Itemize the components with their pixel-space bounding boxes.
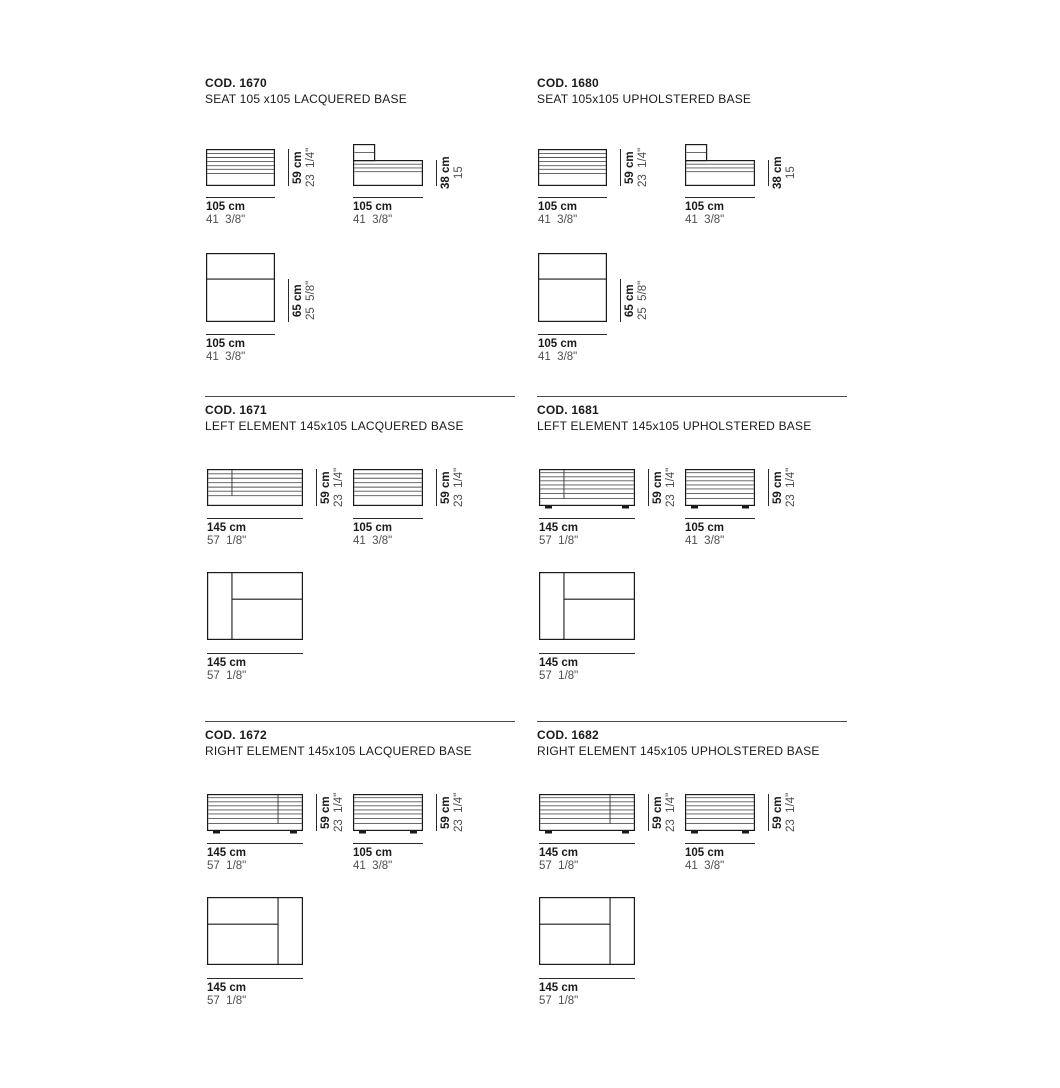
product-name: RIGHT ELEMENT 145x105 LACQUERED BASE: [205, 744, 472, 758]
width-dimension-cm: 145 cm: [207, 657, 247, 669]
technical-drawing: [206, 253, 277, 324]
width-dimension-inches: 41 3/8": [685, 535, 725, 547]
plan-view-drawing: [206, 253, 277, 329]
height-dimension-cm: 59 cm: [772, 471, 784, 504]
side-elevation-drawing: [353, 144, 425, 193]
technical-drawing: [207, 572, 305, 642]
foot-mark: [213, 831, 220, 834]
foot-mark: [622, 506, 629, 509]
height-dimension-line: [316, 794, 317, 831]
width-dimension-line: [206, 334, 275, 335]
plan-view-drawing: [207, 897, 305, 972]
side-elevation-drawing: [685, 469, 757, 516]
technical-drawing: [685, 144, 757, 188]
height-dimension-line: [768, 469, 769, 506]
height-dimension-line: [288, 279, 289, 322]
height-dimension-cm: 65 cm: [292, 284, 304, 317]
front-elevation-drawing: [538, 149, 609, 193]
front-elevation-drawing: [539, 469, 637, 516]
height-dimension-cm: 59 cm: [652, 471, 664, 504]
width-dimension-inches: 41 3/8": [206, 214, 246, 226]
width-dimension-line: [353, 197, 423, 198]
technical-drawing: [353, 469, 425, 508]
width-dimension-inches: 57 1/8": [207, 860, 247, 872]
height-dimension-inches: 15: [453, 166, 465, 180]
height-dimension-inches: 23 1/4": [305, 147, 317, 187]
side-elevation-drawing: [685, 144, 757, 193]
technical-drawing: [353, 794, 425, 836]
width-dimension-inches: 41 3/8": [538, 351, 578, 363]
height-dimension-inches: 23 1/4": [785, 467, 797, 507]
width-dimension-inches: 57 1/8": [539, 535, 579, 547]
technical-drawing: [207, 897, 305, 967]
foot-mark: [691, 506, 698, 509]
front-elevation-drawing: [206, 149, 277, 193]
width-dimension-cm: 145 cm: [539, 522, 579, 534]
plan-view-drawing: [538, 253, 609, 329]
height-dimension-inches: 23 1/4": [637, 147, 649, 187]
height-dimension-inches: 23 1/4": [333, 467, 345, 507]
front-elevation-drawing: [207, 794, 305, 841]
technical-drawing: [206, 149, 277, 188]
height-dimension-line: [620, 279, 621, 322]
width-dimension-cm: 105 cm: [538, 338, 578, 350]
width-dimension-cm: 145 cm: [539, 847, 579, 859]
width-dimension-cm: 105 cm: [685, 522, 725, 534]
height-dimension-inches: 15: [785, 166, 797, 180]
width-dimension-cm: 105 cm: [353, 847, 393, 859]
height-dimension-cm: 65 cm: [624, 284, 636, 317]
width-dimension-line: [685, 518, 755, 519]
width-dimension-line: [353, 518, 423, 519]
height-dimension-inches: 23 1/4": [665, 792, 677, 832]
width-dimension-cm: 105 cm: [206, 338, 246, 350]
height-dimension-line: [620, 149, 621, 186]
height-dimension-line: [288, 149, 289, 186]
width-dimension-cm: 105 cm: [685, 201, 725, 213]
width-dimension-cm: 105 cm: [685, 847, 725, 859]
height-dimension-line: [436, 794, 437, 831]
width-dimension-inches: 41 3/8": [353, 535, 393, 547]
width-dimension-inches: 41 3/8": [685, 214, 725, 226]
product-name: RIGHT ELEMENT 145x105 UPHOLSTERED BASE: [537, 744, 820, 758]
product-section: [205, 721, 515, 1051]
plan-view-drawing: [539, 897, 637, 972]
height-dimension-line: [648, 469, 649, 506]
width-dimension-line: [685, 197, 755, 198]
technical-drawing: [685, 794, 757, 836]
width-dimension-inches: 57 1/8": [539, 995, 579, 1007]
side-elevation-drawing: [353, 469, 425, 513]
height-dimension-cm: 59 cm: [292, 151, 304, 184]
width-dimension-line: [538, 197, 607, 198]
width-dimension-inches: 57 1/8": [539, 860, 579, 872]
foot-mark: [742, 831, 749, 834]
height-dimension-inches: 23 1/4": [333, 792, 345, 832]
foot-mark: [410, 831, 417, 834]
width-dimension-inches: 57 1/8": [539, 670, 579, 682]
width-dimension-inches: 41 3/8": [206, 351, 246, 363]
width-dimension-inches: 57 1/8": [207, 995, 247, 1007]
width-dimension-line: [539, 518, 635, 519]
product-section: [537, 721, 847, 1051]
height-dimension-cm: 38 cm: [772, 156, 784, 190]
width-dimension-line: [539, 843, 635, 844]
width-dimension-inches: 41 3/8": [685, 860, 725, 872]
foot-mark: [545, 506, 552, 509]
product-section: [537, 396, 847, 726]
width-dimension-line: [207, 978, 303, 979]
width-dimension-cm: 145 cm: [207, 982, 247, 994]
width-dimension-inches: 41 3/8": [538, 214, 578, 226]
product-section: [537, 70, 847, 400]
technical-drawing: [685, 469, 757, 511]
plan-view-drawing: [539, 572, 637, 647]
foot-mark: [691, 831, 698, 834]
front-elevation-drawing: [207, 469, 305, 513]
width-dimension-inches: 41 3/8": [353, 860, 393, 872]
height-dimension-inches: 23 1/4": [785, 792, 797, 832]
technical-drawing: [207, 794, 305, 836]
height-dimension-cm: 59 cm: [440, 796, 452, 829]
height-dimension-cm: 59 cm: [440, 471, 452, 504]
height-dimension-cm: 59 cm: [772, 796, 784, 829]
height-dimension-cm: 59 cm: [652, 796, 664, 829]
width-dimension-inches: 57 1/8": [207, 535, 247, 547]
width-dimension-line: [539, 978, 635, 979]
width-dimension-line: [353, 843, 423, 844]
technical-drawing: [353, 144, 425, 188]
technical-drawing: [539, 469, 637, 511]
technical-drawing: [539, 572, 637, 642]
product-name: LEFT ELEMENT 145x105 LACQUERED BASE: [205, 419, 464, 433]
product-code: COD. 1682: [537, 728, 599, 742]
side-elevation-drawing: [353, 794, 425, 841]
height-dimension-inches: 25 5/8": [305, 280, 317, 320]
width-dimension-cm: 145 cm: [207, 522, 247, 534]
width-dimension-line: [538, 334, 607, 335]
height-dimension-inches: 23 1/4": [453, 792, 465, 832]
product-code: COD. 1680: [537, 76, 599, 90]
width-dimension-cm: 105 cm: [206, 201, 246, 213]
width-dimension-line: [207, 653, 303, 654]
technical-drawing: [539, 794, 637, 836]
height-dimension-line: [316, 469, 317, 506]
width-dimension-line: [206, 197, 275, 198]
plan-view-drawing: [207, 572, 305, 647]
width-dimension-cm: 145 cm: [207, 847, 247, 859]
product-code: COD. 1681: [537, 403, 599, 417]
width-dimension-cm: 105 cm: [353, 201, 393, 213]
height-dimension-line: [436, 469, 437, 506]
product-section: [205, 396, 515, 726]
side-elevation-drawing: [685, 794, 757, 841]
width-dimension-cm: 105 cm: [538, 201, 578, 213]
width-dimension-line: [539, 653, 635, 654]
height-dimension-inches: 23 1/4": [453, 467, 465, 507]
foot-mark: [622, 831, 629, 834]
foot-mark: [742, 506, 749, 509]
product-code: COD. 1670: [205, 76, 267, 90]
width-dimension-cm: 145 cm: [539, 982, 579, 994]
height-dimension-cm: 59 cm: [320, 796, 332, 829]
width-dimension-inches: 57 1/8": [207, 670, 247, 682]
height-dimension-cm: 38 cm: [440, 156, 452, 190]
technical-drawing: [539, 897, 637, 967]
width-dimension-inches: 41 3/8": [353, 214, 393, 226]
technical-drawing: [538, 253, 609, 324]
height-dimension-line: [436, 160, 437, 186]
width-dimension-line: [685, 843, 755, 844]
product-code: COD. 1672: [205, 728, 267, 742]
width-dimension-cm: 105 cm: [353, 522, 393, 534]
width-dimension-line: [207, 518, 303, 519]
product-name: SEAT 105 x105 LACQUERED BASE: [205, 92, 407, 106]
technical-drawing: [538, 149, 609, 188]
foot-mark: [545, 831, 552, 834]
width-dimension-line: [207, 843, 303, 844]
technical-drawing: [207, 469, 305, 508]
height-dimension-inches: 25 5/8": [637, 280, 649, 320]
foot-mark: [359, 831, 366, 834]
height-dimension-line: [768, 794, 769, 831]
width-dimension-cm: 145 cm: [539, 657, 579, 669]
height-dimension-line: [648, 794, 649, 831]
product-name: SEAT 105x105 UPHOLSTERED BASE: [537, 92, 752, 106]
product-code: COD. 1671: [205, 403, 267, 417]
front-elevation-drawing: [539, 794, 637, 841]
height-dimension-inches: 23 1/4": [665, 467, 677, 507]
product-section: [205, 70, 515, 400]
height-dimension-cm: 59 cm: [320, 471, 332, 504]
height-dimension-line: [768, 160, 769, 186]
height-dimension-cm: 59 cm: [624, 151, 636, 184]
foot-mark: [290, 831, 297, 834]
product-name: LEFT ELEMENT 145x105 UPHOLSTERED BASE: [537, 419, 812, 433]
